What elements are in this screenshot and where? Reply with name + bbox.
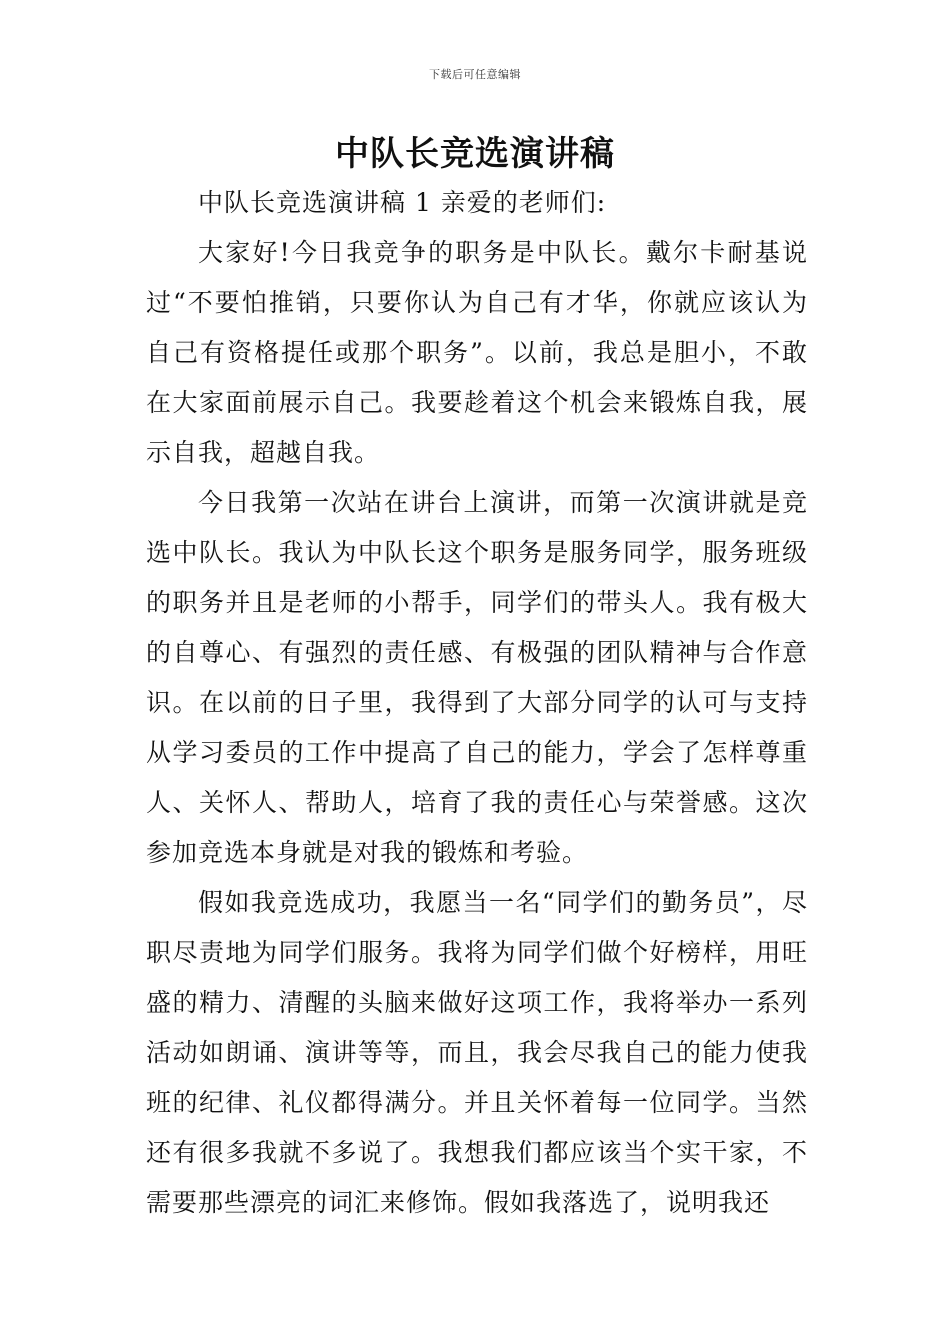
- paragraph-plans: 假如我竞选成功，我愿当一名“同学们的勤务员”，尽职尽责地为同学们服务。我将为同学们做个好榜样，用旺盛的精力、清醒的头脑来做好这项工作，我将举办一系列活动如朗诵、演讲等等，而且，我会尽我自己的能力使我班的纪律、礼仪都得满分。并且关怀着每一位同学。当然还有很多我就不多说了。我想我们都应该当个实干家，不需要那些漂亮的词汇来修饰。假如我落选了，说明我还: [146, 888, 808, 1217]
- header-note: 下载后可任意编辑: [429, 68, 521, 81]
- paragraph-qualifications: 今日我第一次站在讲台上演讲，而第一次演讲就是竞选中队长。我认为中队长这个职务是服务同学，服务班级的职务并且是老师的小帮手，同学们的带头人。我有极大的自尊心、有强烈的责任感、有极强的团队精神与合作意识。在以前的日子里，我得到了大部分同学的认可与支持从学习委员的工作中提高了自己的能力，学会了怎样尊重人、关怀人、帮助人，培育了我的责任心与荣誉感。这次参加竞选本身就是对我的锻炼和考验。: [146, 488, 808, 867]
- document-title: 中队长竞选演讲稿: [335, 134, 615, 174]
- paragraph-introduction: 大家好!今日我竞争的职务是中队长。戴尔卡耐基说过“不要怕推销，只要你认为自己有才华，你就应该认为自己有资格提任或那个职务”。以前，我总是胆小，不敢在大家面前展示自己。我要趁着这个机会来锻炼自我，展示自我，超越自我。: [146, 238, 808, 467]
- paragraph-greeting: 中队长竞选演讲稿 1 亲爱的老师们:: [198, 188, 607, 217]
- document-body: [146, 178, 808, 1228]
